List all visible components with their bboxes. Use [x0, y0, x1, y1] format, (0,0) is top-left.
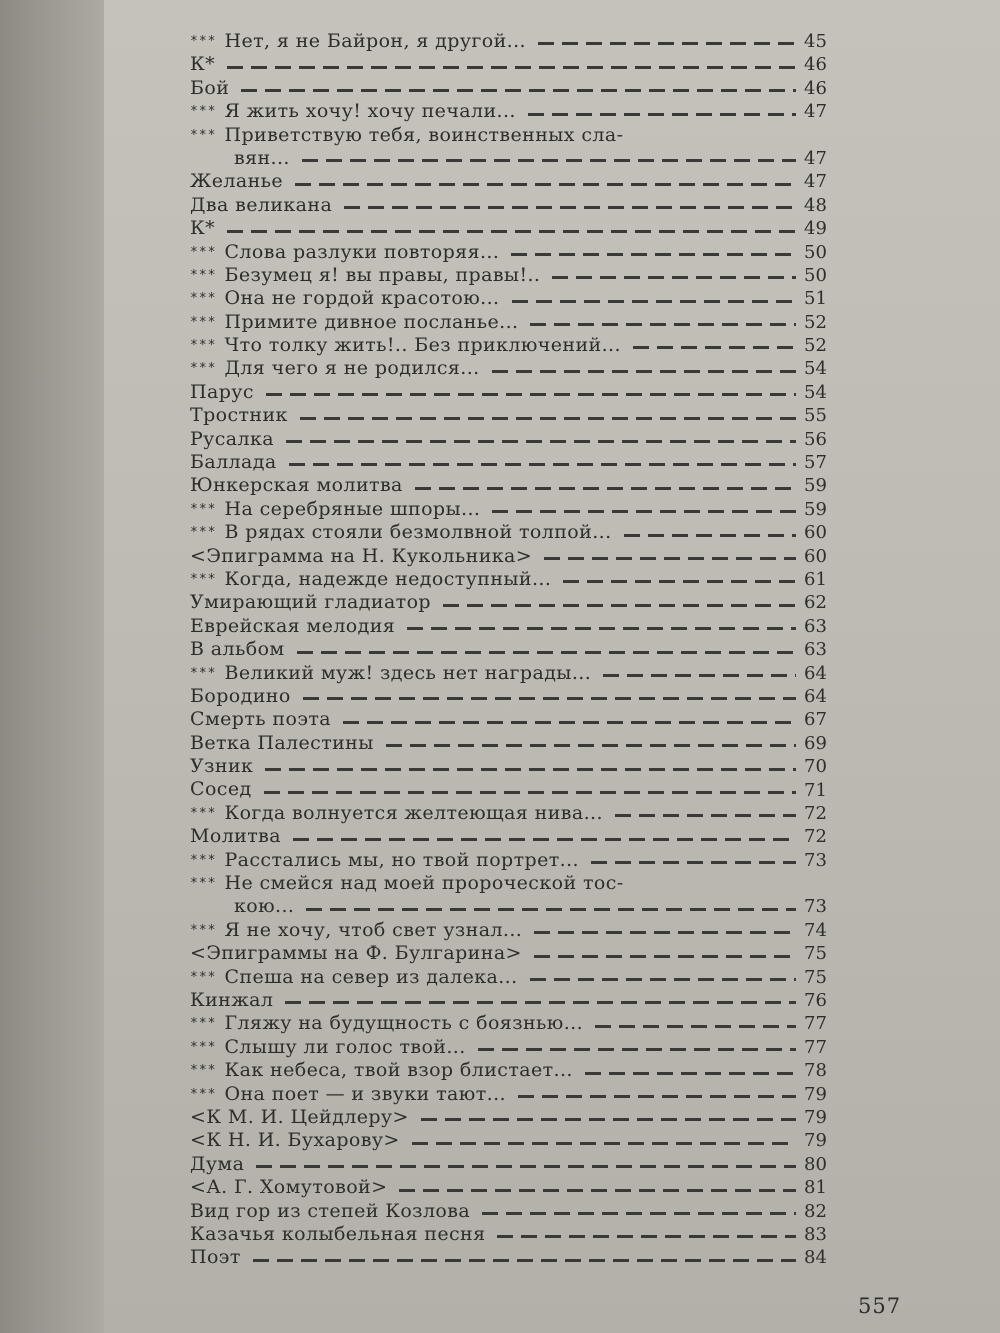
- dash-leader: [399, 1189, 796, 1192]
- toc-entry-page: 79: [804, 1083, 827, 1105]
- dash-leader: [265, 768, 796, 771]
- asterisk-marker: ***: [190, 1016, 217, 1032]
- toc-entry-title: <К М. И. Цейдлеру>: [190, 1105, 409, 1128]
- toc-entry-title: Смерть поэта: [190, 708, 332, 731]
- toc-entry-title: Русалка: [190, 427, 275, 450]
- page-number: 557: [858, 1294, 902, 1318]
- toc-entry-title: Спеша на север из далека...: [224, 965, 518, 988]
- toc-entry-title: Бой: [190, 76, 230, 99]
- toc-entry: [190, 287, 842, 310]
- toc-entry-title: Приветствую тебя, воинственных сла-: [224, 123, 624, 146]
- toc-entry-title: Бородино: [190, 684, 291, 707]
- table-of-contents: [190, 30, 842, 1270]
- toc-entry-title: Узник: [190, 755, 254, 778]
- toc-entry: [190, 1059, 842, 1082]
- dash-leader: [492, 510, 796, 513]
- dash-leader: [264, 791, 796, 794]
- asterisk-marker: ***: [190, 1039, 217, 1055]
- toc-entry-title: Юнкерская молитва: [190, 474, 403, 497]
- toc-entry: [190, 124, 842, 147]
- dash-leader: [412, 1142, 796, 1145]
- toc-entry-title: Слышу ли голос твой...: [224, 1035, 466, 1058]
- toc-entry-title: Для чего я не родился...: [224, 357, 480, 380]
- toc-entry: [190, 568, 842, 591]
- toc-entry: [190, 334, 842, 357]
- asterisk-marker: ***: [190, 1086, 217, 1102]
- toc-entry: [190, 989, 842, 1012]
- toc-entry: [190, 545, 842, 568]
- toc-entry: [190, 1012, 842, 1035]
- dash-leader: [511, 253, 796, 256]
- toc-entry: [190, 802, 842, 825]
- dash-leader: [552, 276, 796, 279]
- toc-entry: [190, 451, 842, 474]
- toc-entry-title: Слова разлуки повторяя...: [224, 240, 500, 263]
- toc-entry: [190, 1036, 842, 1059]
- toc-entry: [190, 966, 842, 989]
- dash-leader: [624, 534, 796, 537]
- toc-entry-title: Ветка Палестины: [190, 731, 374, 754]
- toc-entry-title: Я жить хочу! хочу печали...: [224, 100, 516, 123]
- toc-entry-page: 63: [804, 615, 827, 637]
- toc-entry-page: 48: [804, 194, 827, 216]
- toc-entry-title: Казачья колыбельная песня: [190, 1222, 486, 1245]
- dash-leader: [285, 1001, 796, 1004]
- toc-entry-page: 82: [804, 1200, 827, 1222]
- asterisk-marker: ***: [190, 805, 217, 821]
- toc-entry-page: 46: [804, 54, 827, 76]
- dash-leader: [253, 1259, 796, 1262]
- toc-entry-page: 80: [804, 1153, 827, 1175]
- dash-leader: [518, 1095, 796, 1098]
- toc-entry: [190, 498, 842, 521]
- toc-entry-title: Кинжал: [190, 989, 274, 1011]
- toc-entry-title: <А. Г. Хомутовой>: [190, 1176, 388, 1199]
- toc-entry-page: 60: [804, 545, 827, 567]
- toc-entry-page: 59: [804, 498, 827, 520]
- toc-entry-title: В рядах стояли безмолвной толпой...: [224, 521, 612, 544]
- dash-leader: [595, 1025, 796, 1028]
- dash-leader: [289, 463, 796, 466]
- toc-entry-title: Парус: [190, 380, 254, 403]
- dash-leader: [538, 42, 796, 45]
- toc-entry: [190, 895, 842, 918]
- asterisk-marker: ***: [190, 267, 217, 283]
- toc-entry-title: Гляжу на будущность с боязнью...: [224, 1012, 584, 1035]
- dash-leader: [497, 1235, 796, 1238]
- asterisk-marker: ***: [190, 291, 217, 307]
- toc-entry-title: Поэт: [190, 1246, 241, 1269]
- toc-entry-page: 81: [804, 1177, 827, 1199]
- asterisk-marker: ***: [190, 922, 217, 938]
- dash-leader: [443, 604, 796, 607]
- toc-entry-title: Она не гордой красотою...: [224, 287, 500, 310]
- toc-entry: [190, 357, 842, 380]
- toc-entry: [190, 942, 842, 965]
- toc-entry-title: К*: [190, 217, 216, 240]
- asterisk-marker: ***: [190, 1063, 217, 1079]
- toc-entry-page: 50: [804, 241, 827, 263]
- toc-entry: [190, 311, 842, 334]
- toc-entry-page: 73: [804, 849, 827, 871]
- toc-entry-title: Молитва: [190, 825, 281, 848]
- toc-entry-title: <Эпиграмма на Н. Кукольника>: [190, 544, 533, 567]
- toc-entry: [190, 825, 842, 848]
- toc-entry: [190, 1129, 842, 1152]
- toc-entry: [190, 755, 842, 778]
- asterisk-marker: ***: [190, 244, 217, 260]
- toc-entry-page: 47: [804, 147, 827, 169]
- toc-entry: [190, 591, 842, 614]
- toc-entry: [190, 77, 842, 100]
- dash-leader: [633, 346, 796, 349]
- page-gutter-shadow: [0, 0, 120, 1333]
- toc-entry: [190, 732, 842, 755]
- toc-entry: [190, 638, 842, 661]
- dash-leader: [266, 393, 796, 396]
- dash-leader: [492, 370, 796, 373]
- toc-entry-title: В альбом: [190, 638, 285, 661]
- asterisk-marker: ***: [190, 665, 217, 681]
- toc-entry-page: 73: [804, 896, 827, 918]
- toc-entry-page: 77: [804, 1013, 827, 1035]
- toc-entry-page: 47: [804, 101, 827, 123]
- dash-leader: [407, 627, 796, 630]
- toc-entry-page: 59: [804, 475, 827, 497]
- dash-leader: [297, 651, 796, 654]
- toc-entry-title: Баллада: [190, 451, 277, 474]
- dash-leader: [478, 1048, 796, 1051]
- toc-entry-page: 46: [804, 77, 827, 99]
- dash-leader: [534, 955, 796, 958]
- toc-entry-title: На серебряные шпоры...: [224, 497, 481, 520]
- toc-entry-page: 69: [804, 732, 827, 754]
- toc-entry: [190, 779, 842, 802]
- toc-entry-page: 54: [804, 358, 827, 380]
- toc-entry-title: Тростник: [190, 404, 288, 427]
- toc-entry-page: 75: [804, 943, 827, 965]
- dash-leader: [585, 1072, 796, 1075]
- dash-leader: [286, 440, 796, 443]
- toc-entry: [190, 521, 842, 544]
- toc-entry: [190, 662, 842, 685]
- toc-entry-title: <Эпиграммы на Ф. Булгарина>: [190, 942, 522, 965]
- toc-entry-page: 83: [804, 1223, 827, 1245]
- dash-leader: [293, 838, 796, 841]
- dash-leader: [512, 300, 797, 303]
- toc-entry: [190, 1106, 842, 1129]
- toc-entry-page: 67: [804, 709, 827, 731]
- toc-entry-title: Когда, надежде недоступный...: [224, 567, 552, 590]
- toc-entry-title: Сосед: [190, 778, 252, 801]
- asterisk-marker: ***: [190, 501, 217, 517]
- toc-entry-page: 60: [804, 522, 827, 544]
- toc-entry-page: 72: [804, 802, 827, 824]
- toc-entry: [190, 53, 842, 76]
- dash-leader: [227, 66, 796, 69]
- dash-leader: [530, 978, 796, 981]
- toc-entry-title: Безумец я! вы правы, правы!..: [224, 263, 541, 286]
- toc-entry-title: <К Н. И. Бухарову>: [190, 1129, 400, 1152]
- toc-entry-title: Нет, я не Байрон, я другой...: [224, 29, 527, 52]
- toc-entry: [190, 1153, 842, 1176]
- toc-entry: [190, 194, 842, 217]
- dash-leader: [482, 1212, 796, 1215]
- toc-entry-title: Вид гор из степей Козлова: [190, 1199, 471, 1222]
- toc-entry-page: 50: [804, 264, 827, 286]
- dash-leader: [302, 159, 796, 162]
- dash-leader: [530, 323, 796, 326]
- asterisk-marker: ***: [190, 876, 217, 892]
- toc-entry: [190, 241, 842, 264]
- dash-leader: [343, 721, 796, 724]
- dash-leader: [615, 814, 796, 817]
- toc-entry-title: вян...: [234, 146, 290, 169]
- asterisk-marker: ***: [190, 104, 217, 120]
- asterisk-marker: ***: [190, 314, 217, 330]
- toc-entry: [190, 264, 842, 287]
- toc-entry: [190, 381, 842, 404]
- dash-leader: [603, 674, 796, 677]
- toc-entry: [190, 30, 842, 53]
- toc-entry: [190, 1223, 842, 1246]
- toc-entry-page: 70: [804, 756, 827, 778]
- dash-leader: [534, 931, 796, 934]
- toc-entry: [190, 217, 842, 240]
- toc-entry: [190, 170, 842, 193]
- toc-entry: [190, 147, 842, 170]
- asterisk-marker: ***: [190, 969, 217, 985]
- toc-entry-page: 77: [804, 1036, 827, 1058]
- toc-entry-title: Еврейская мелодия: [190, 614, 396, 637]
- toc-entry-title: Когда волнуется желтеющая нива...: [224, 801, 603, 824]
- toc-entry-title: Желанье: [190, 170, 284, 193]
- asterisk-marker: ***: [190, 33, 217, 49]
- toc-entry-page: 76: [804, 990, 827, 1012]
- dash-leader: [303, 697, 796, 700]
- toc-entry-page: 64: [804, 662, 827, 684]
- toc-entry: [190, 849, 842, 872]
- toc-entry: [190, 428, 842, 451]
- dash-leader: [544, 557, 796, 560]
- toc-entry: [190, 919, 842, 942]
- toc-entry: [190, 872, 842, 895]
- toc-entry-page: 57: [804, 452, 827, 474]
- toc-entry-page: 52: [804, 311, 827, 333]
- toc-entry: [190, 474, 842, 497]
- toc-entry-page: 47: [804, 171, 827, 193]
- toc-entry-page: 74: [804, 919, 827, 941]
- toc-entry: [190, 100, 842, 123]
- toc-entry-title: Примите дивное посланье...: [224, 310, 519, 333]
- toc-entry: [190, 685, 842, 708]
- dash-leader: [241, 89, 796, 92]
- toc-entry-title: Она поет — и звуки тают...: [224, 1082, 506, 1105]
- toc-entry: [190, 615, 842, 638]
- toc-entry: [190, 1176, 842, 1199]
- dash-leader: [415, 487, 796, 490]
- dash-leader: [227, 230, 796, 233]
- toc-entry-title: Как небеса, твой взор блистает...: [224, 1059, 573, 1082]
- toc-entry-page: 78: [804, 1060, 827, 1082]
- toc-entry-page: 71: [804, 779, 827, 801]
- dash-leader: [421, 1118, 796, 1121]
- toc-entry-page: 55: [804, 405, 827, 427]
- toc-entry-page: 49: [804, 218, 827, 240]
- toc-entry-page: 45: [804, 31, 827, 52]
- toc-entry-page: 79: [804, 1106, 827, 1128]
- toc-entry-title: Я не хочу, чтоб свет узнал...: [224, 918, 523, 941]
- toc-entry-title: К*: [190, 53, 216, 76]
- dash-leader: [386, 744, 796, 747]
- dash-leader: [528, 113, 796, 116]
- toc-entry-page: 62: [804, 592, 827, 614]
- toc-entry-title: Умирающий гладиатор: [190, 591, 431, 614]
- dash-leader: [300, 417, 796, 420]
- toc-entry-title: Не смейся над моей пророческой тос-: [224, 872, 624, 895]
- toc-entry-title: Великий муж! здесь нет награды...: [224, 661, 592, 684]
- toc-entry-title: кою...: [234, 895, 295, 918]
- asterisk-marker: ***: [190, 127, 217, 143]
- dash-leader: [256, 1165, 796, 1168]
- toc-entry-page: 63: [804, 639, 827, 661]
- toc-entry: [190, 708, 842, 731]
- toc-entry-page: 56: [804, 428, 827, 450]
- toc-entry-title: Два великана: [190, 193, 333, 216]
- toc-entry-page: 52: [804, 335, 827, 357]
- toc-entry-page: 72: [804, 826, 827, 848]
- dash-leader: [306, 908, 796, 911]
- toc-entry-page: 75: [804, 966, 827, 988]
- toc-entry: [190, 1246, 842, 1269]
- toc-entry-page: 64: [804, 685, 827, 707]
- asterisk-marker: ***: [190, 525, 217, 541]
- toc-entry: [190, 404, 842, 427]
- asterisk-marker: ***: [190, 571, 217, 587]
- dash-leader: [563, 580, 796, 583]
- toc-entry-page: 79: [804, 1130, 827, 1152]
- asterisk-marker: ***: [190, 852, 217, 868]
- toc-entry-page: 61: [804, 568, 827, 590]
- dash-leader: [295, 183, 796, 186]
- toc-entry-page: 54: [804, 381, 827, 403]
- toc-entry: [190, 1200, 842, 1223]
- dash-leader: [344, 206, 796, 209]
- toc-entry-title: Дума: [190, 1152, 245, 1175]
- dash-leader: [591, 861, 796, 864]
- toc-entry-title: Что толку жить!.. Без приключений...: [224, 334, 621, 357]
- asterisk-marker: ***: [190, 361, 217, 377]
- toc-entry-page: 51: [804, 288, 827, 310]
- toc-entry-page: 84: [804, 1247, 827, 1269]
- asterisk-marker: ***: [190, 338, 217, 354]
- toc-entry: [190, 1083, 842, 1106]
- toc-entry-title: Расстались мы, но твой портрет...: [224, 848, 579, 871]
